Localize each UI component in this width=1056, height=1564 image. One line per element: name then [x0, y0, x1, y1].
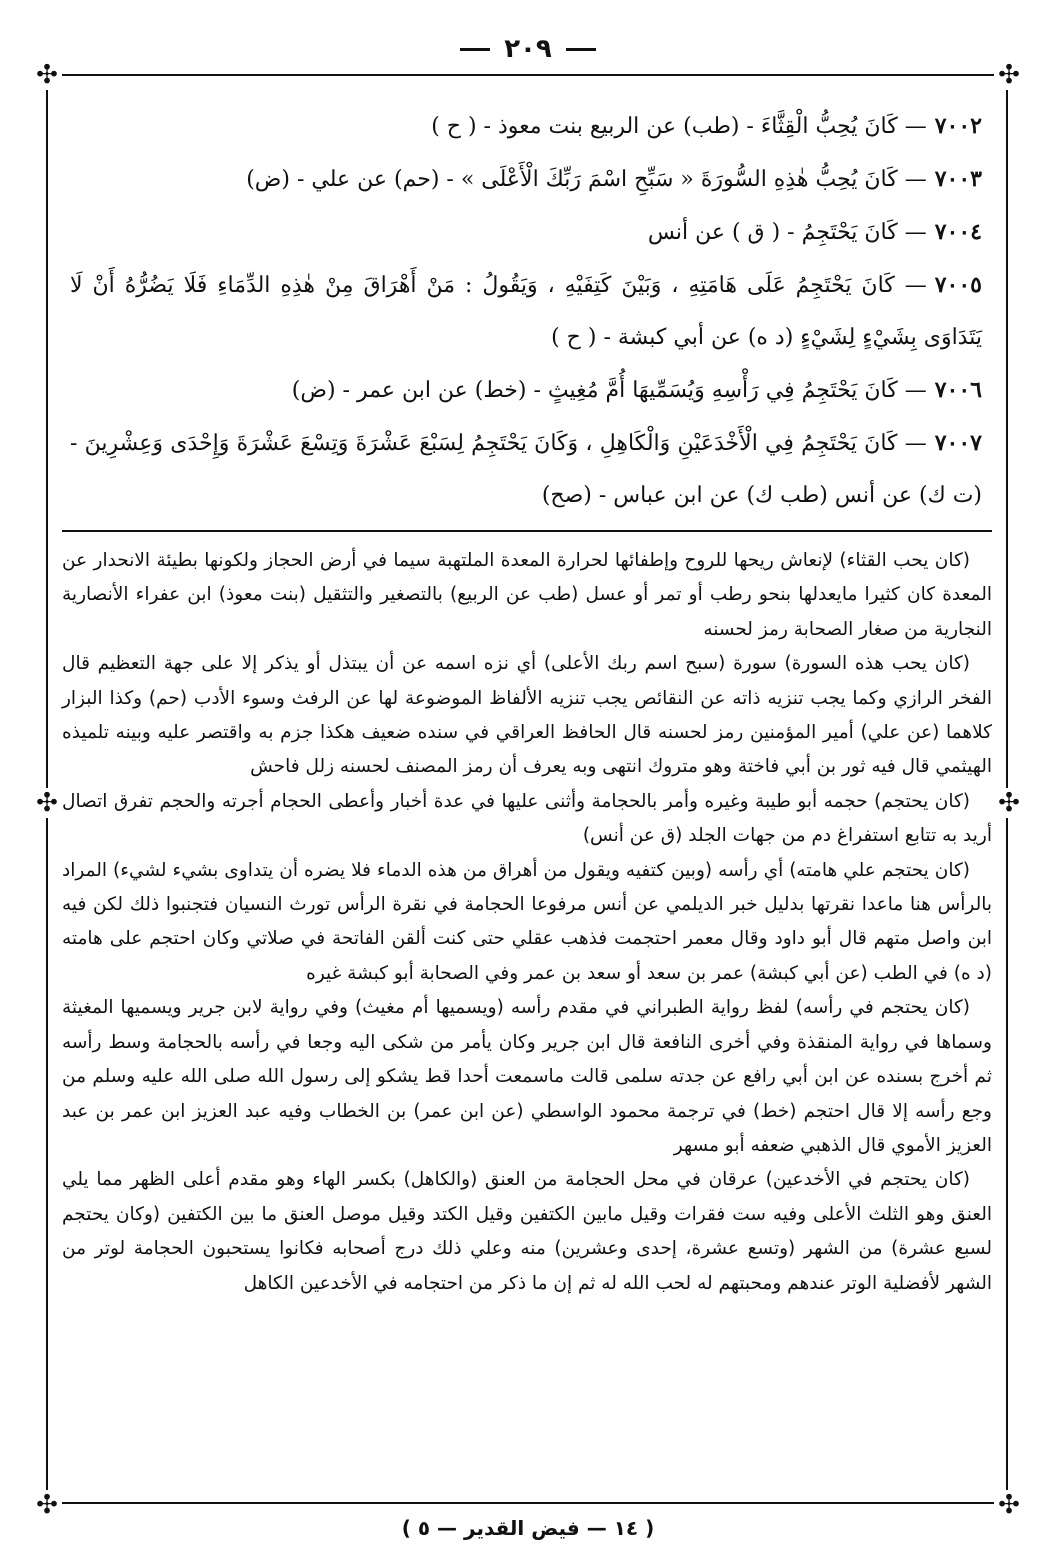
hadith-number: ٧٠٠٢ [934, 113, 982, 139]
hadith-number: ٧٠٠٣ [934, 166, 982, 192]
commentary-paragraph: (كان يحب هذه السورة) سورة (سبح اسم ربك الأعلى) أي نزه اسمه عن أن يبتذل أو يذكر إلا على جهة التعظيم قال الفخر الرازي وكما يجب تنزيه ذاته عن النقائص يجب تنزيه الألفاظ الموضوعة لها عن الرفث وسوء الأدب (حم) وكذا البزار كلاهما (عن علي) أمير المؤمنين رمز لحسنه قال الحافظ العراقي في سنده ضعيف هكذا جزم به واقتصر عليه وبينه تلميذه الهيثمي قال فيه ثور بن أبي فاختة وهو متروك انتهى وبه يعرف أن رمز المصنف لحسنه زلل فاحش [62, 653, 992, 778]
hadith-text: — كَانَ يُحِبُّ هٰذِهِ السُّورَةَ « سَبِّحِ اسْمَ رَبِّكَ الْأَعْلَى » - (حم) عن علي - (ض) [246, 167, 927, 192]
hadith-text: — كَانَ يَحْتَجِمُ فِي الْأَخْدَعَيْنِ وَالْكَاهِلِ ، وَكَانَ يَحْتَجِمُ لِسَبْعَ عَشْرَةَ وَتِسْعَ عَشْرَةَ وَإِحْدَى وَعِشْرِينَ - (ت ك) عن أنس (طب ك) عن ابن عباس - (صح) [70, 431, 982, 508]
dash-right [460, 48, 490, 51]
commentary-paragraph: (كان يحتجم علي هامته) أي رأسه (وبين كتفيه ويقول من أهراق من هذه الدماء فلا يضره أن يتداوى بشيء لشيء) المراد بالرأس هنا ماعدا نقرتها بدليل خبر الديلمي عن أنس مرفوعا الحجامة في نقرة الرأس تورث النسيان فتجنبوا ذلك لكن فيه ابن واصل متهم قال أبو داود وقال معمر احتجمت فذهب عقلي حتى كنت ألقن الفاتحة في صلاتي وكان احتجم على هامته (د ه) في الطب (عن أبي كبشة) عمر بن سعد أو سعد بن عمر وفي الصحابة أبو كبشة غيره [62, 859, 992, 984]
corner-ornament-icon: ✣ [32, 60, 62, 90]
hadith-number: ٧٠٠٥ [934, 272, 982, 298]
page-number-text: ٢٠٩ [504, 34, 552, 64]
hadith-number: ٧٠٠٤ [934, 219, 982, 245]
hadith-entry [70, 206, 982, 259]
corner-ornament-icon: ✣ [994, 1490, 1024, 1520]
corner-ornament-icon: ✣ [994, 60, 1024, 90]
hadith-entry [70, 417, 982, 522]
commentary-paragraph: (كان يحب القثاء) لإنعاش ريحها للروح وإطفائها لحرارة المعدة الملتهبة سيما في أرض الحجاز ولكونها بطيئة الانحدار عن المعدة كان كثيرا مايعدلها بنحو رطب أو تمر أو عسل (طب عن الربيع) بالتصغير والتثقيل (بنت معوذ) ابن عفراء الأنصارية النجارية من صغار الصحابة رمز لحسنه [62, 550, 992, 640]
hadith-text: — كَانَ يَحْتَجِمُ - ( ق ) عن أنس [647, 220, 927, 245]
commentary-paragraph: (كان يحتجم) حجمه أبو طيبة وغيره وأمر بالحجامة وأثنى عليها في عدة أخبار وأعطى الحجام أجرته والحجم تفرق اتصال أريد به تتابع استفراغ دم من جهات الجلد (ق عن أنس) [62, 790, 992, 847]
commentary-paragraph: (كان يحتجم في رأسه) لفظ رواية الطبراني في مقدم رأسه (ويسميها أم مغيث) وفي رواية لابن جرير ويسميها المغيثة وسماها في رواية المنقذة وفي أخرى النافعة قال ابن جرير وكان يأمر من شكى اليه وجعا في رأسه بالحجامة وسط رأسه ثم أخرج بسنده عن ابن أبي رافع عن جدته سلمى قالت ماسمعت أحدا قط يشكو إلى رسول الله صلى الله عليه وسلم من وجع رأسه إلا قال احتجم (خط) في ترجمة محمود الواسطي (عن ابن عمر) بن الخطاب وفيه عبد العزيز ابن عمر بن عبد العزيز الأموي قال الذهبي ضعفه أبو مسهر [62, 997, 992, 1156]
hadith-number: ٧٠٠٦ [934, 377, 982, 403]
hadith-entry [70, 153, 982, 206]
hadith-text: — كَانَ يَحْتَجِمُ عَلَى هَامَتِهِ ، وَبَيْنَ كَتِفَيْهِ ، وَيَقُولُ : مَنْ أَهْرَاقَ مِنْ هٰذِهِ الدِّمَاءِ فَلَا يَضُرُّهُ أَنْ لَا يَتَدَاوَى بِشَيْءٍ لِشَيْءٍ (د ه) عن أبي كبشة - ( ح ) [70, 273, 982, 350]
section-divider [62, 530, 992, 532]
corner-ornament-icon: ✣ [32, 1490, 62, 1520]
commentary-paragraph: (كان يحتجم في الأخدعين) عرقان في محل الحجامة من العنق (والكاهل) بكسر الهاء وهو مقدم أعلى الظهر مما يلي العنق وهو الثلث الأعلى وفيه ست فقرات وقيل مابين الكتفين وقيل الكتد وقيل موصل العنق ما بين الكتفين (وكان يحتجم لسبع عشرة) من الشهر (وتسع عشرة، إحدى وعشرين) منه وعلي ذلك درج أصحابه فكانوا يستحبون الحجامة لوتر من الشهر لأفضلية الوتر عندهم ومحبتهم له لحب الله له ثم إن ما ذكر من احتجامه في الأخدعين الكاهل [62, 1169, 992, 1294]
hadith-text: — كَانَ يَحْتَجِمُ فِي رَأْسِهِ وَيُسَمِّيهَا أُمَّ مُغِيثٍ - (خط) عن ابن عمر - (ض) [291, 378, 927, 403]
hadith-number: ٧٠٠٧ [934, 430, 982, 456]
hadith-entry [70, 259, 982, 364]
hadith-text: — كَانَ يُحِبُّ الْقِثَّاءَ - (طب) عن الربيع بنت معوذ - ( ح ) [431, 114, 927, 139]
corner-ornament-icon: ✣ [994, 788, 1024, 818]
corner-ornament-icon: ✣ [32, 788, 62, 818]
page-number [0, 34, 1056, 64]
hadith-entry [70, 100, 982, 153]
commentary-section [62, 544, 992, 1301]
hadith-list [70, 100, 982, 522]
page-footer: ( ١٤ — فيض القدير — ٥ ) [401, 1516, 655, 1540]
dash-left [566, 48, 596, 51]
hadith-entry [70, 364, 982, 417]
